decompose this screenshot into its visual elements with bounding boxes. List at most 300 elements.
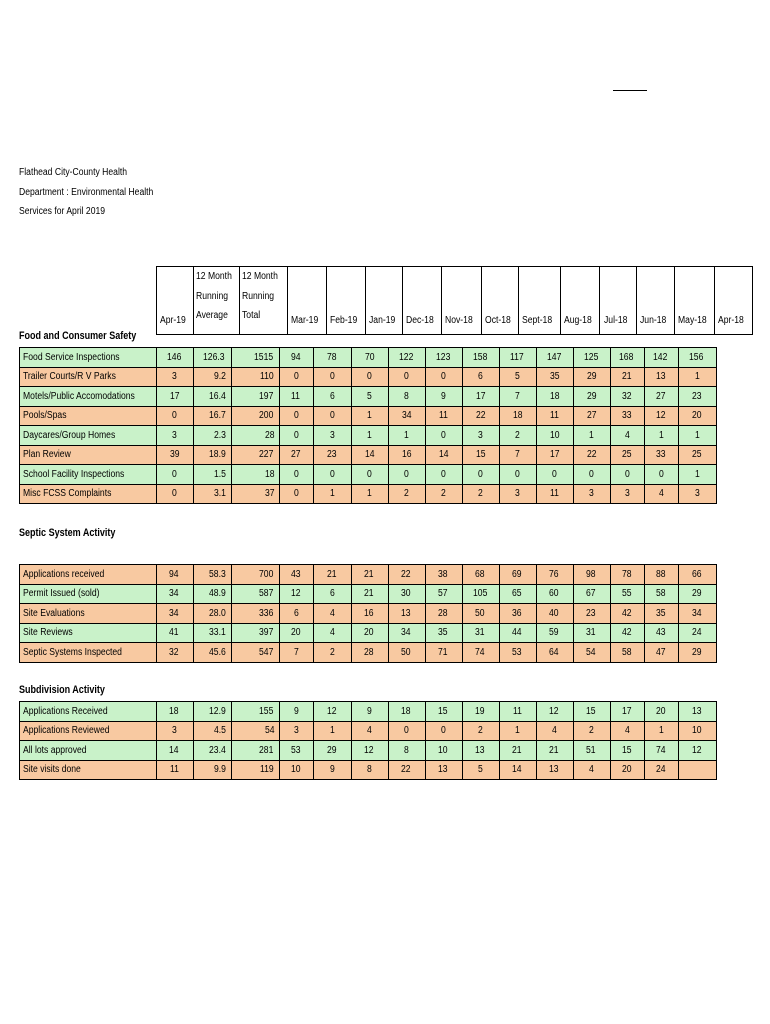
cell-apr-18: 1 (679, 367, 717, 387)
cell-feb-19: 29 (314, 741, 352, 761)
cell-mar-19: 0 (280, 465, 314, 485)
cell-sept-18: 7 (500, 445, 537, 465)
cell-sept-18: 0 (500, 465, 537, 485)
cell-sept-18: 7 (500, 387, 537, 407)
cell-oct-18: 22 (463, 406, 500, 426)
row-label: Applications Received (20, 702, 157, 722)
cell-aug-18: 4 (537, 721, 574, 741)
table-row (20, 565, 717, 585)
cell-nov-18: 35 (426, 623, 463, 643)
cell-jul-18: 29 (574, 367, 611, 387)
table-row (20, 584, 717, 604)
cell-dec-18: 34 (389, 623, 426, 643)
cell-feb-19: 1 (314, 484, 352, 504)
cell-feb-19: 3 (314, 426, 352, 446)
cell-oct-18: 31 (463, 623, 500, 643)
cell-nov-18: 38 (426, 565, 463, 585)
cell-jun-18: 4 (611, 426, 645, 446)
cell-jun-18: 168 (611, 348, 645, 368)
cell-jul-18: 0 (574, 465, 611, 485)
cell-mar-19: 0 (280, 484, 314, 504)
cell-jan-19: 20 (352, 623, 389, 643)
cell-apr19: 3 (157, 426, 194, 446)
cell-nov-18: 57 (426, 584, 463, 604)
cell-apr19: 146 (157, 348, 194, 368)
cell-apr19: 34 (157, 604, 194, 624)
cell-aug-18: 13 (537, 760, 574, 780)
cell-running-total: 281 (232, 741, 280, 761)
department-line-3: Services for April 2019 (19, 206, 106, 217)
cell-sept-18: 21 (500, 741, 537, 761)
cell-jan-19: 21 (352, 584, 389, 604)
septic-table (19, 564, 717, 663)
cell-jul-18: 125 (574, 348, 611, 368)
cell-sept-18: 2 (500, 426, 537, 446)
cell-apr-18: 12 (679, 741, 717, 761)
table-row (20, 465, 717, 485)
cell-may-18: 13 (645, 367, 679, 387)
cell-jun-18: 58 (611, 643, 645, 663)
cell-dec-18: 8 (389, 387, 426, 407)
cell-running-average: 48.9 (194, 584, 232, 604)
header-month-dec-18: Dec-18 (403, 267, 442, 335)
cell-feb-19: 12 (314, 702, 352, 722)
cell-may-18: 43 (645, 623, 679, 643)
cell-jul-18: 22 (574, 445, 611, 465)
table-row (20, 741, 717, 761)
cell-running-total: 1515 (232, 348, 280, 368)
table-row (20, 643, 717, 663)
cell-running-average: 9.2 (194, 367, 232, 387)
cell-apr19: 0 (157, 484, 194, 504)
cell-running-average: 2.3 (194, 426, 232, 446)
cell-apr-18: 1 (679, 465, 717, 485)
cell-mar-19: 0 (280, 426, 314, 446)
cell-jan-19: 16 (352, 604, 389, 624)
cell-aug-18: 40 (537, 604, 574, 624)
header-month-jul-18: Jul-18 (599, 267, 636, 335)
table-row (20, 702, 717, 722)
cell-sept-18: 5 (500, 367, 537, 387)
row-label: Applications Reviewed (20, 721, 157, 741)
cell-oct-18: 2 (463, 484, 500, 504)
cell-mar-19: 9 (280, 702, 314, 722)
header-month-nov-18: Nov-18 (442, 267, 481, 335)
cell-nov-18: 0 (426, 367, 463, 387)
cell-running-average: 23.4 (194, 741, 232, 761)
cell-dec-18: 30 (389, 584, 426, 604)
cell-feb-19: 6 (314, 387, 352, 407)
cell-feb-19: 0 (314, 367, 352, 387)
table-row (20, 623, 717, 643)
cell-apr19: 18 (157, 702, 194, 722)
table-row (20, 445, 717, 465)
cell-aug-18: 11 (537, 406, 574, 426)
cell-oct-18: 3 (463, 426, 500, 446)
section-subdivision-activity: Subdivision Activity (19, 684, 105, 696)
cell-jan-19: 5 (352, 387, 389, 407)
cell-aug-18: 18 (537, 387, 574, 407)
row-label: Septic Systems Inspected (20, 643, 157, 663)
cell-nov-18: 14 (426, 445, 463, 465)
cell-dec-18: 13 (389, 604, 426, 624)
cell-nov-18: 0 (426, 721, 463, 741)
department-line-1: Flathead City-County Health (19, 167, 128, 178)
cell-oct-18: 158 (463, 348, 500, 368)
cell-feb-19: 9 (314, 760, 352, 780)
row-label: Daycares/Group Homes (20, 426, 157, 446)
cell-jun-18: 15 (611, 741, 645, 761)
cell-apr-18: 13 (679, 702, 717, 722)
cell-may-18: 1 (645, 426, 679, 446)
header-month-mar-19: Mar-19 (288, 267, 327, 335)
cell-jan-19: 14 (352, 445, 389, 465)
header-total-line2: Running (242, 290, 275, 302)
cell-jan-19: 12 (352, 741, 389, 761)
cell-jul-18: 3 (574, 484, 611, 504)
cell-apr19: 11 (157, 760, 194, 780)
cell-aug-18: 21 (537, 741, 574, 761)
cell-mar-19: 7 (280, 643, 314, 663)
cell-jul-18: 4 (574, 760, 611, 780)
cell-feb-19: 4 (314, 604, 352, 624)
cell-oct-18: 17 (463, 387, 500, 407)
table-row (20, 604, 717, 624)
cell-running-total: 397 (232, 623, 280, 643)
cell-may-18: 88 (645, 565, 679, 585)
cell-feb-19: 1 (314, 721, 352, 741)
cell-sept-18: 117 (500, 348, 537, 368)
cell-aug-18: 60 (537, 584, 574, 604)
cell-mar-19: 6 (280, 604, 314, 624)
cell-running-total: 110 (232, 367, 280, 387)
cell-running-total: 200 (232, 406, 280, 426)
cell-dec-18: 16 (389, 445, 426, 465)
row-label: Pools/Spas (20, 406, 157, 426)
row-label: Plan Review (20, 445, 157, 465)
cell-jun-18: 4 (611, 721, 645, 741)
table-row (20, 484, 717, 504)
cell-aug-18: 147 (537, 348, 574, 368)
row-label: All lots approved (20, 741, 157, 761)
cell-jan-19: 28 (352, 643, 389, 663)
cell-jul-18: 67 (574, 584, 611, 604)
cell-jul-18: 1 (574, 426, 611, 446)
cell-running-total: 587 (232, 584, 280, 604)
cell-nov-18: 123 (426, 348, 463, 368)
cell-sept-18: 11 (500, 702, 537, 722)
cell-jun-18: 42 (611, 623, 645, 643)
row-label: Motels/Public Accomodations (20, 387, 157, 407)
cell-oct-18: 15 (463, 445, 500, 465)
header-apr19: Apr-19 (156, 267, 193, 335)
cell-nov-18: 9 (426, 387, 463, 407)
row-label: Permit Issued (sold) (20, 584, 157, 604)
cell-running-total: 227 (232, 445, 280, 465)
header-month-sept-18: Sept-18 (518, 267, 560, 335)
cell-apr-18: 29 (679, 584, 717, 604)
cell-dec-18: 8 (389, 741, 426, 761)
table-row (20, 406, 717, 426)
table-row (20, 760, 717, 780)
cell-jun-18: 21 (611, 367, 645, 387)
cell-sept-18: 44 (500, 623, 537, 643)
cell-running-average: 9.9 (194, 760, 232, 780)
cell-oct-18: 6 (463, 367, 500, 387)
cell-apr-18: 24 (679, 623, 717, 643)
header-month-feb-19: Feb-19 (326, 267, 365, 335)
cell-apr-18: 20 (679, 406, 717, 426)
cell-running-total: 37 (232, 484, 280, 504)
cell-may-18: 0 (645, 465, 679, 485)
cell-apr19: 3 (157, 367, 194, 387)
cell-running-average: 45.6 (194, 643, 232, 663)
cell-running-average: 18.9 (194, 445, 232, 465)
cell-running-total: 197 (232, 387, 280, 407)
cell-jul-18: 23 (574, 604, 611, 624)
cell-may-18: 4 (645, 484, 679, 504)
cell-jun-18: 32 (611, 387, 645, 407)
food-table (19, 347, 717, 504)
table-row (20, 348, 717, 368)
cell-jun-18: 33 (611, 406, 645, 426)
cell-jan-19: 0 (352, 367, 389, 387)
table-row (20, 721, 717, 741)
cell-jul-18: 98 (574, 565, 611, 585)
cell-dec-18: 122 (389, 348, 426, 368)
table-row (20, 426, 717, 446)
cell-aug-18: 64 (537, 643, 574, 663)
cell-running-total: 547 (232, 643, 280, 663)
cell-running-average: 3.1 (194, 484, 232, 504)
cell-jan-19: 1 (352, 484, 389, 504)
cell-dec-18: 22 (389, 760, 426, 780)
cell-running-total: 28 (232, 426, 280, 446)
header-avg-line2: Running (195, 290, 228, 302)
cell-jul-18: 27 (574, 406, 611, 426)
cell-apr19: 3 (157, 721, 194, 741)
row-label: Misc FCSS Complaints (20, 484, 157, 504)
cell-dec-18: 50 (389, 643, 426, 663)
cell-running-average: 16.7 (194, 406, 232, 426)
cell-apr19: 39 (157, 445, 194, 465)
cell-apr19: 17 (157, 387, 194, 407)
cell-apr-18: 156 (679, 348, 717, 368)
cell-nov-18: 11 (426, 406, 463, 426)
cell-jan-19: 8 (352, 760, 389, 780)
cell-running-average: 28.0 (194, 604, 232, 624)
header-total-line1: 12 Month (242, 271, 279, 282)
cell-dec-18: 34 (389, 406, 426, 426)
cell-jan-19: 70 (352, 348, 389, 368)
cell-may-18: 12 (645, 406, 679, 426)
cell-running-total: 18 (232, 465, 280, 485)
cell-may-18: 142 (645, 348, 679, 368)
header-month-oct-18: Oct-18 (481, 267, 518, 335)
cell-running-total: 54 (232, 721, 280, 741)
cell-dec-18: 22 (389, 565, 426, 585)
cell-running-average: 126.3 (194, 348, 232, 368)
cell-aug-18: 11 (537, 484, 574, 504)
cell-sept-18: 1 (500, 721, 537, 741)
cell-aug-18: 12 (537, 702, 574, 722)
row-label: Site Evaluations (20, 604, 157, 624)
cell-jan-19: 0 (352, 465, 389, 485)
cell-feb-19: 4 (314, 623, 352, 643)
cell-apr19: 94 (157, 565, 194, 585)
header-month-aug-18: Aug-18 (560, 267, 599, 335)
cell-nov-18: 71 (426, 643, 463, 663)
cell-apr19: 0 (157, 406, 194, 426)
cell-apr-18: 34 (679, 604, 717, 624)
cell-oct-18: 13 (463, 741, 500, 761)
cell-dec-18: 18 (389, 702, 426, 722)
cell-oct-18: 50 (463, 604, 500, 624)
cell-sept-18: 69 (500, 565, 537, 585)
cell-running-total: 336 (232, 604, 280, 624)
cell-sept-18: 18 (500, 406, 537, 426)
cell-feb-19: 2 (314, 643, 352, 663)
cell-oct-18: 105 (463, 584, 500, 604)
cell-may-18: 47 (645, 643, 679, 663)
cell-dec-18: 0 (389, 367, 426, 387)
cell-may-18: 35 (645, 604, 679, 624)
cell-sept-18: 3 (500, 484, 537, 504)
cell-apr19: 0 (157, 465, 194, 485)
cell-aug-18: 59 (537, 623, 574, 643)
cell-running-average: 58.3 (194, 565, 232, 585)
cell-jul-18: 15 (574, 702, 611, 722)
cell-may-18: 24 (645, 760, 679, 780)
cell-dec-18: 1 (389, 426, 426, 446)
cell-mar-19: 12 (280, 584, 314, 604)
header-rule (613, 90, 647, 91)
header-month-apr-18: Apr-18 (714, 267, 752, 335)
cell-nov-18: 0 (426, 465, 463, 485)
row-label: Trailer Courts/R V Parks (20, 367, 157, 387)
header-blank (19, 267, 156, 335)
cell-apr19: 32 (157, 643, 194, 663)
cell-feb-19: 0 (314, 465, 352, 485)
row-label: Site visits done (20, 760, 157, 780)
cell-mar-19: 94 (280, 348, 314, 368)
header-running-average (193, 267, 240, 335)
subdivision-table (19, 701, 717, 780)
cell-may-18: 58 (645, 584, 679, 604)
cell-may-18: 27 (645, 387, 679, 407)
cell-apr-18: 1 (679, 426, 717, 446)
header-month-jun-18: Jun-18 (636, 267, 674, 335)
cell-sept-18: 36 (500, 604, 537, 624)
cell-jun-18: 3 (611, 484, 645, 504)
cell-jan-19: 4 (352, 721, 389, 741)
cell-apr19: 41 (157, 623, 194, 643)
cell-dec-18: 2 (389, 484, 426, 504)
cell-aug-18: 0 (537, 465, 574, 485)
cell-aug-18: 10 (537, 426, 574, 446)
cell-feb-19: 0 (314, 406, 352, 426)
cell-oct-18: 5 (463, 760, 500, 780)
cell-nov-18: 2 (426, 484, 463, 504)
cell-jul-18: 2 (574, 721, 611, 741)
cell-dec-18: 0 (389, 465, 426, 485)
cell-apr19: 14 (157, 741, 194, 761)
cell-dec-18: 0 (389, 721, 426, 741)
cell-may-18: 1 (645, 721, 679, 741)
cell-oct-18: 0 (463, 465, 500, 485)
cell-mar-19: 27 (280, 445, 314, 465)
cell-oct-18: 74 (463, 643, 500, 663)
cell-feb-19: 23 (314, 445, 352, 465)
cell-mar-19: 0 (280, 367, 314, 387)
cell-nov-18: 10 (426, 741, 463, 761)
cell-oct-18: 68 (463, 565, 500, 585)
cell-jan-19: 1 (352, 426, 389, 446)
cell-mar-19: 20 (280, 623, 314, 643)
cell-running-average: 1.5 (194, 465, 232, 485)
row-label: School Facility Inspections (20, 465, 157, 485)
cell-apr-18: 66 (679, 565, 717, 585)
cell-jun-18: 25 (611, 445, 645, 465)
cell-mar-19: 11 (280, 387, 314, 407)
cell-jan-19: 21 (352, 565, 389, 585)
cell-jun-18: 0 (611, 465, 645, 485)
cell-nov-18: 0 (426, 426, 463, 446)
cell-nov-18: 15 (426, 702, 463, 722)
cell-jul-18: 29 (574, 387, 611, 407)
cell-jan-19: 1 (352, 406, 389, 426)
cell-mar-19: 0 (280, 406, 314, 426)
cell-running-total: 700 (232, 565, 280, 585)
row-label: Applications received (20, 565, 157, 585)
cell-jun-18: 42 (611, 604, 645, 624)
table-row (20, 367, 717, 387)
cell-mar-19: 53 (280, 741, 314, 761)
cell-oct-18: 2 (463, 721, 500, 741)
cell-apr19: 34 (157, 584, 194, 604)
row-label: Food Service Inspections (20, 348, 157, 368)
cell-feb-19: 78 (314, 348, 352, 368)
cell-apr-18: 10 (679, 721, 717, 741)
cell-jan-19: 9 (352, 702, 389, 722)
cell-aug-18: 35 (537, 367, 574, 387)
table-row (20, 387, 717, 407)
cell-jun-18: 20 (611, 760, 645, 780)
cell-jun-18: 17 (611, 702, 645, 722)
cell-aug-18: 76 (537, 565, 574, 585)
cell-jun-18: 78 (611, 565, 645, 585)
cell-apr-18: 29 (679, 643, 717, 663)
header-avg-line3: Average (195, 310, 228, 321)
cell-may-18: 74 (645, 741, 679, 761)
cell-running-average: 16.4 (194, 387, 232, 407)
cell-running-average: 33.1 (194, 623, 232, 643)
cell-apr-18: 3 (679, 484, 717, 504)
cell-mar-19: 3 (280, 721, 314, 741)
cell-nov-18: 28 (426, 604, 463, 624)
cell-jul-18: 54 (574, 643, 611, 663)
cell-mar-19: 10 (280, 760, 314, 780)
department-title (19, 163, 153, 222)
cell-aug-18: 17 (537, 445, 574, 465)
header-running-total (240, 267, 288, 335)
cell-running-total: 155 (232, 702, 280, 722)
header-avg-line1: 12 Month (195, 271, 232, 282)
cell-feb-19: 21 (314, 565, 352, 585)
cell-nov-18: 13 (426, 760, 463, 780)
department-line-2: Department : Environmental Health (19, 186, 154, 198)
cell-sept-18: 53 (500, 643, 537, 663)
